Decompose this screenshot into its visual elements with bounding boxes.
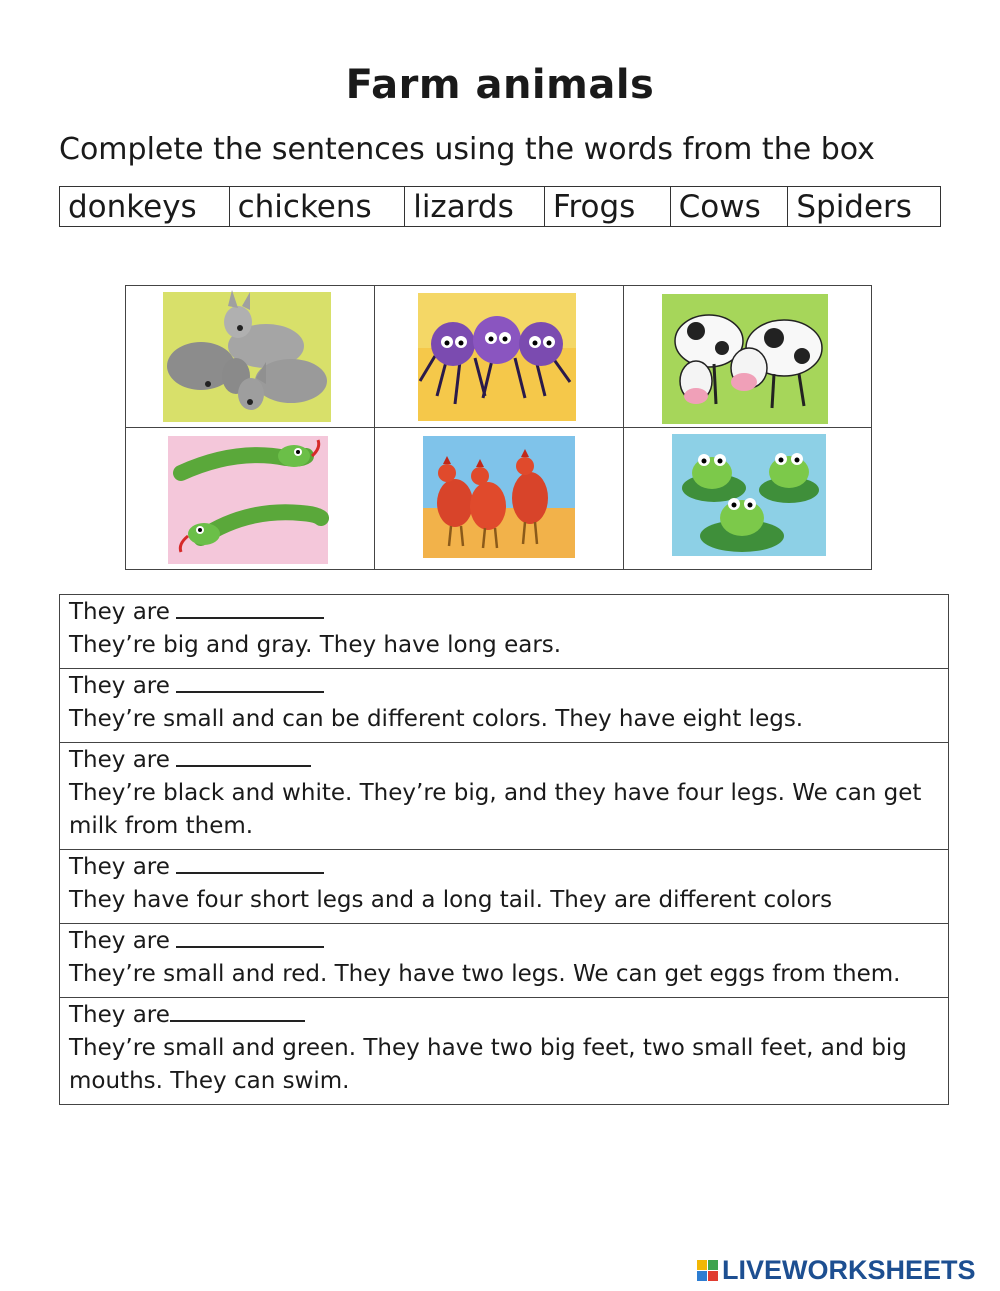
- page-title: Farm animals: [345, 62, 655, 108]
- sentence-row: [60, 669, 948, 743]
- liveworksheets-logo: [697, 1255, 976, 1286]
- sentence-description: They’re black and white. They’re big, and they have four legs. We can get milk from them.: [69, 780, 922, 839]
- answer-blank[interactable]: [176, 926, 324, 948]
- sentence-row: [60, 850, 948, 924]
- picture-cell: [624, 286, 871, 428]
- answer-blank[interactable]: [176, 597, 324, 619]
- sentence-row: [60, 595, 948, 669]
- sentence-row: [60, 743, 948, 850]
- frogs-picture-icon: [624, 428, 871, 569]
- logo-text: LIVEWORKSHEETS: [722, 1255, 976, 1285]
- sentence-description: They’re small and green. They have two big feet, two small feet, and big mouths. They can swim.: [69, 1035, 907, 1094]
- picture-cell: [624, 428, 871, 569]
- word-box-item: chickens: [230, 187, 406, 226]
- word-box-item: donkeys: [60, 187, 230, 226]
- word-box-item: Frogs: [545, 187, 671, 226]
- chickens-picture-icon: [375, 428, 624, 569]
- sentence-prompt: They are: [69, 928, 170, 954]
- sentence-row: [60, 998, 948, 1104]
- sentence-description: They’re small and can be different colors. They have eight legs.: [69, 706, 804, 732]
- donkeys-picture-icon: [126, 286, 375, 428]
- picture-cell: [126, 286, 375, 428]
- instruction-text: Complete the sentences using the words from the box: [59, 132, 875, 167]
- sentence-prompt: They are: [69, 1002, 170, 1028]
- picture-grid: [125, 285, 872, 570]
- sentences-table: [59, 594, 949, 1105]
- answer-blank[interactable]: [170, 1000, 305, 1022]
- sentence-prompt: They are: [69, 854, 170, 880]
- answer-blank[interactable]: [176, 671, 324, 693]
- sentence-prompt: They are: [69, 747, 170, 773]
- sentence-description: They’re small and red. They have two legs. We can get eggs from them.: [69, 961, 901, 987]
- logo-grid-icon: [697, 1260, 718, 1281]
- word-box-item: Cows: [671, 187, 789, 226]
- sentence-row: [60, 924, 948, 998]
- word-box-item: Spiders: [796, 189, 912, 225]
- picture-cell: [126, 428, 375, 569]
- sentence-description: They have four short legs and a long tail. They are different colors: [69, 887, 833, 913]
- answer-blank[interactable]: [176, 745, 311, 767]
- sentence-prompt: They are: [69, 599, 170, 625]
- answer-blank[interactable]: [176, 852, 324, 874]
- cows-picture-icon: [624, 286, 871, 428]
- sentence-description: They’re big and gray. They have long ears.: [69, 632, 562, 658]
- word-box: [59, 186, 941, 227]
- lizards-picture-icon: [126, 428, 375, 570]
- picture-cell: [375, 286, 624, 428]
- word-box-item: lizards: [405, 187, 545, 226]
- picture-cell: [375, 428, 624, 569]
- spiders-picture-icon: [375, 286, 624, 428]
- sentence-prompt: They are: [69, 673, 170, 699]
